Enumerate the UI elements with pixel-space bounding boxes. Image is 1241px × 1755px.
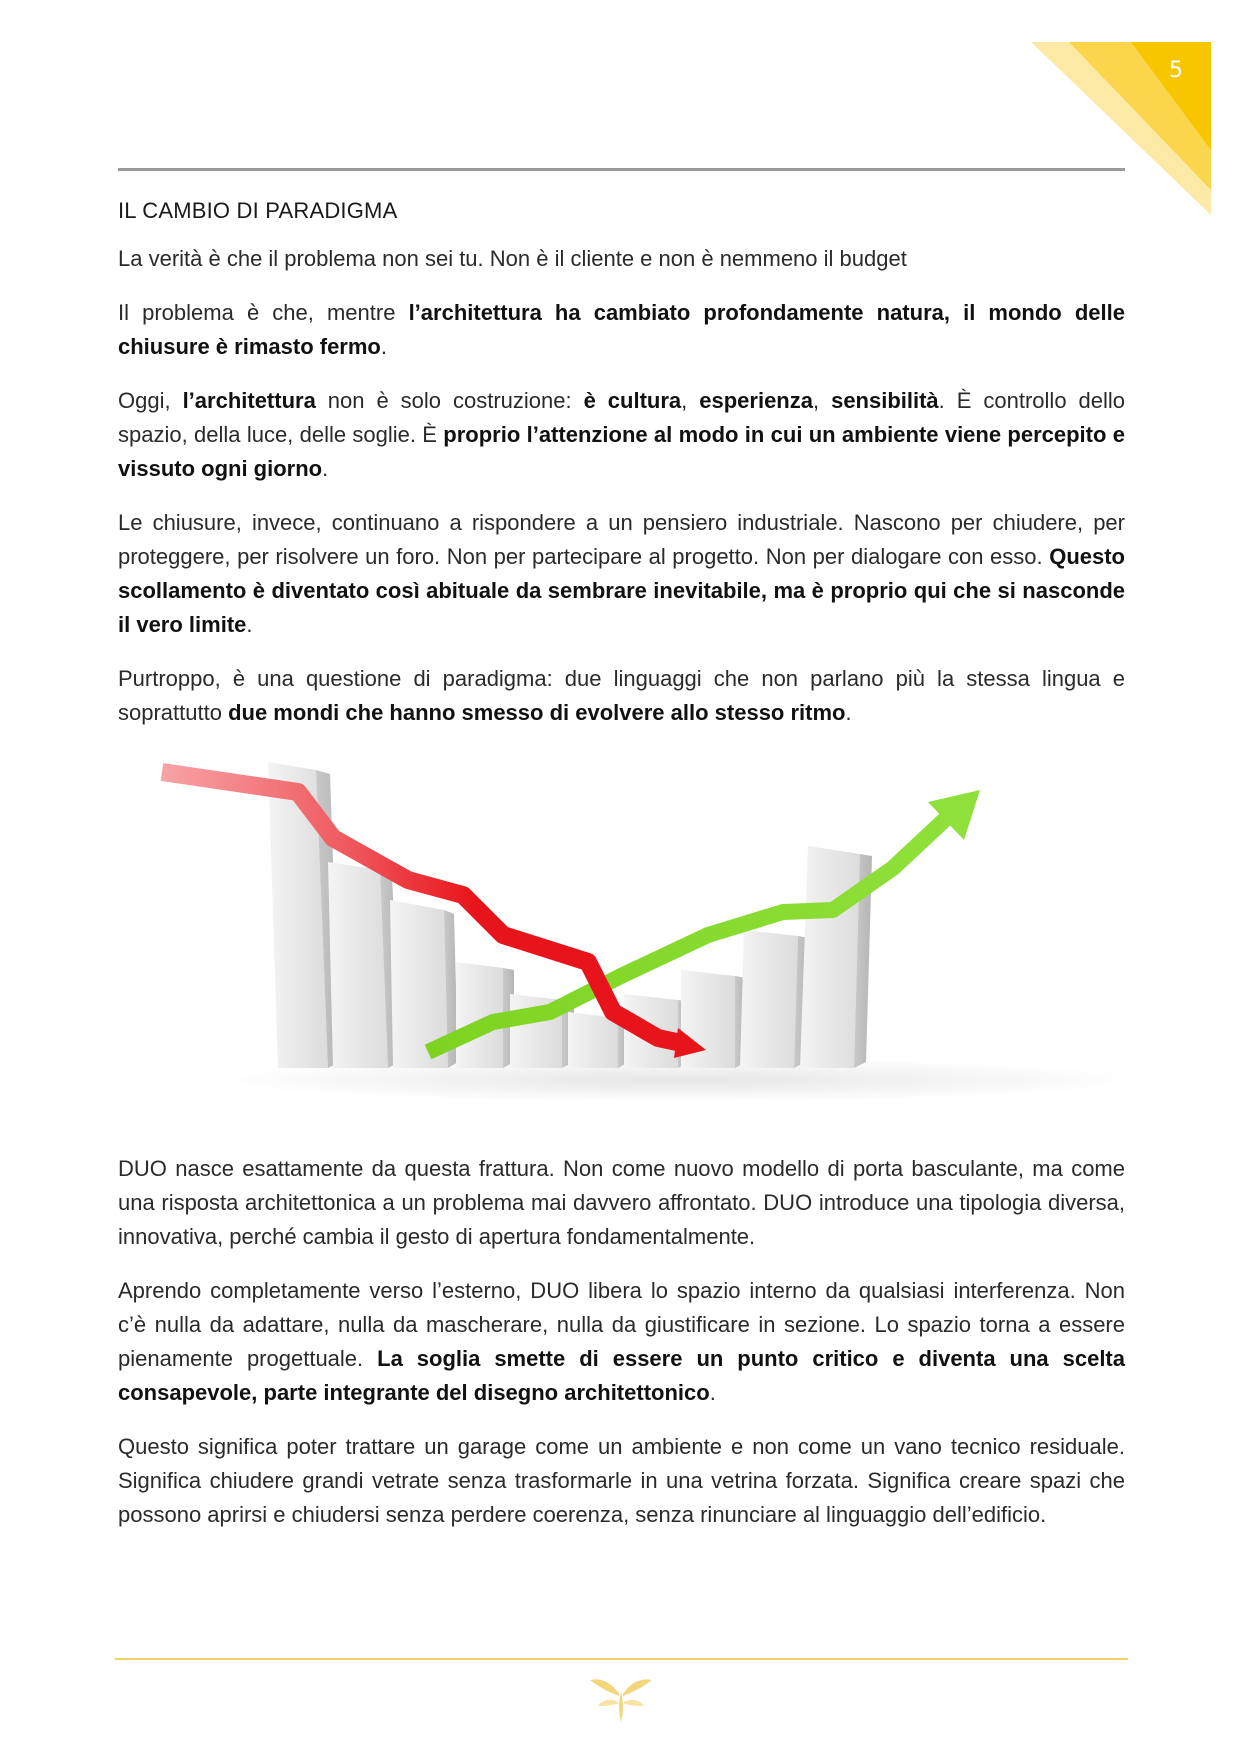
text-run: . È controllo dello spazio, della luce, delle soglie. È: [118, 388, 1126, 447]
bold-text: è cultura: [583, 388, 682, 413]
text-run: .: [709, 1380, 716, 1405]
bold-text: esperienza: [699, 388, 813, 413]
text-run: .: [380, 334, 387, 359]
text-run: .: [246, 612, 253, 637]
bold-text: proprio l’attenzione al modo in cui un ambiente viene percepito e vissuto ogni giorno: [118, 422, 1125, 481]
text-run: Le chiusure, invece, continuano a rispondere a un pensiero industriale. Nascono per chiudere, per proteggere, per risolvere un foro. Non per partecipare al progetto. Non per dialogare con esso.: [118, 510, 1125, 569]
paragraph: [118, 662, 1125, 730]
text-run: Il problema è che, mentre: [118, 300, 409, 325]
text-run: ,: [812, 388, 832, 413]
bold-text: due mondi che hanno smesso di evolvere allo stesso ritmo: [228, 700, 846, 725]
footer-divider: [115, 1658, 1128, 1660]
corner-ribbon-decoration: [981, 0, 1241, 230]
paragraph: [118, 506, 1125, 642]
text-run: Oggi,: [118, 388, 183, 413]
header-divider: [118, 168, 1125, 171]
text-run: La verità è che il problema non sei tu. Non è il cliente e non è nemmeno il budget: [118, 246, 907, 271]
page-content: [118, 198, 1125, 1552]
paragraph: [118, 1274, 1125, 1410]
text-run: Purtroppo, è una questione di paradigma: due linguaggi che non parlano più la stessa lingua e soprattutto: [118, 666, 1125, 725]
brand-logo-icon: [588, 1672, 654, 1724]
text-run: .: [845, 700, 852, 725]
text-run: Aprendo completamente verso l’esterno, DUO libera lo spazio interno da qualsiasi interferenza. Non c’è nulla da adattare, nulla da mascherare, nulla da giustificare in sezione. Lo spazio torna a essere pienamente progettuale.: [118, 1278, 1125, 1371]
text-run: .: [322, 456, 329, 481]
text-run: non è solo costruzione:: [315, 388, 584, 413]
text-run: DUO nasce esattamente da questa frattura. Non come nuovo modello di porta basculante, ma come una risposta architettonica a un problema mai davvero affrontato. DUO introduce una tipologia diversa, innovativa, perché cambia il gesto di apertura fondamentalmente.: [118, 1156, 1125, 1249]
bold-text: l’architettura ha cambiato profondamente natura, il mondo delle chiusure è rimasto fermo: [118, 300, 1125, 359]
paragraph: [118, 242, 1125, 276]
bold-text: Questo scollamento è diventato così abituale da sembrare inevitabile, ma è proprio qui che si nasconde il vero limite: [118, 544, 1125, 637]
trend-chart-illustration: [118, 750, 1125, 1122]
bold-text: sensibilità: [831, 388, 939, 413]
paragraph: [118, 1430, 1125, 1532]
section-heading: IL CAMBIO DI PARADIGMA: [118, 198, 398, 223]
text-run: Questo significa poter trattare un garage come un ambiente e non come un vano tecnico residuale. Significa chiudere grandi vetrate senza trasformarle in una vetrina forzata. Significa creare spazi che possono aprirsi e chiudersi senza perdere coerenza, senza rinunciare al linguaggio dell’edificio.: [118, 1434, 1125, 1527]
paragraph: [118, 1152, 1125, 1254]
bold-text: La soglia smette di essere un punto critico e diventa una scelta consapevole, parte integrante del disegno architettonico: [118, 1346, 1125, 1405]
paragraph: [118, 384, 1125, 486]
paragraph: [118, 296, 1125, 364]
page-number: 5: [1169, 58, 1183, 83]
bold-text: l’architettura: [182, 388, 316, 413]
text-run: ,: [681, 388, 700, 413]
bar-arrows-image: [118, 750, 1125, 1122]
